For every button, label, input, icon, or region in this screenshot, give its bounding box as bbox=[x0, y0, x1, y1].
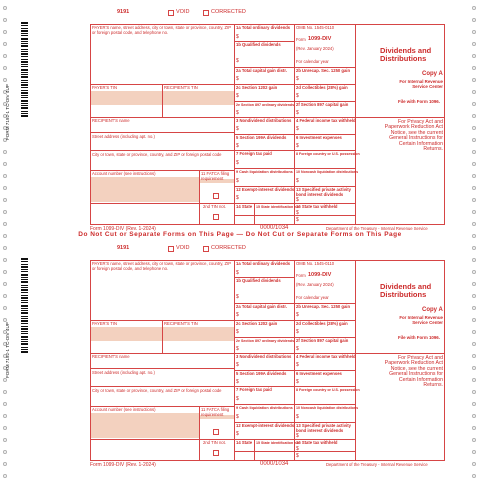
recipient-tin-label: RECIPIENT'S TIN bbox=[164, 85, 198, 90]
box-1a-dollar: $ bbox=[236, 270, 239, 276]
footer-form: Form 1099-DIV (Rev. 1-2024) bbox=[90, 462, 156, 468]
box-6-label: 6 Investment expenses bbox=[296, 371, 342, 376]
box-7-label: 7 Foreign tax paid bbox=[236, 151, 272, 156]
box-9-label: 9 Cash liquidation distributions bbox=[236, 170, 293, 174]
footer-department: Department of the Treasury - Internal Revenue Service bbox=[326, 462, 428, 467]
box-16-dollar-a: $ bbox=[296, 210, 299, 216]
box-5-dollar: $ bbox=[236, 379, 239, 385]
box-16-label: 16 State tax withheld bbox=[296, 204, 338, 209]
street-label: Street address (including apt. no.) bbox=[92, 134, 155, 139]
footer-catalog: 0000/1034 bbox=[260, 461, 289, 467]
box-2b-dollar: $ bbox=[296, 76, 299, 82]
box-2a-label: 2a Total capital gain distr. bbox=[236, 68, 287, 73]
recipient-name-label: RECIPIENT'S name bbox=[92, 118, 130, 123]
account-shade bbox=[91, 177, 199, 202]
box-9-dollar: $ bbox=[236, 414, 239, 420]
2nd-tin-checkbox[interactable] bbox=[213, 450, 219, 456]
payer-tin-label: PAYER'S TIN bbox=[92, 321, 117, 326]
side-label-bottom: FORM 7192-1 TC-DIV 4UP bbox=[5, 322, 10, 378]
box-13-label: 13 Specified private activity bond interest dividends bbox=[296, 187, 351, 197]
box-7-dollar: $ bbox=[236, 160, 239, 166]
box-1a-label: 1a Total ordinary dividends bbox=[236, 261, 291, 266]
form-title: Dividends and Distributions bbox=[380, 46, 432, 63]
payer-tin-label: PAYER'S TIN bbox=[92, 85, 117, 90]
box-5-dollar: $ bbox=[236, 143, 239, 149]
box-2a-dollar: $ bbox=[236, 312, 239, 318]
box-16-dollar-b: $ bbox=[296, 217, 299, 223]
footer-department: Department of the Treasury - Internal Revenue Service bbox=[326, 226, 428, 231]
box-2a-dollar: $ bbox=[236, 76, 239, 82]
copy-label: Copy A bbox=[422, 307, 443, 313]
account-label: Account number (see instructions) bbox=[92, 171, 156, 176]
recipient-tin-label: RECIPIENT'S TIN bbox=[164, 321, 198, 326]
box-2d-label: 2d Collectibles (28%) gain bbox=[296, 321, 348, 326]
box-14-label: 14 State bbox=[236, 204, 253, 209]
box-12-label: 12 Exempt-interest dividends bbox=[236, 423, 295, 428]
box-3-dollar: $ bbox=[236, 362, 239, 368]
box-4-dollar: $ bbox=[296, 362, 299, 368]
box-4-label: 4 Federal income tax withheld bbox=[296, 118, 356, 123]
recipient-tin-shade bbox=[163, 327, 234, 341]
copy-for-label: For Internal Revenue Service Center bbox=[399, 79, 443, 89]
box-15-label: 15 State identification no. bbox=[256, 205, 300, 209]
payer-block-label: PAYER'S name, street address, city or town, state or province, country, ZIP or foreign postal code, and telephone no. bbox=[92, 261, 231, 271]
box-2b-dollar: $ bbox=[296, 312, 299, 318]
privacy-notice: For Privacy Act and Paperwork Reduction Act Notice, see the current General Instructions for Certain Information Returns. bbox=[384, 119, 443, 153]
box-16-dollar-b: $ bbox=[296, 453, 299, 459]
payer-tin-shade bbox=[91, 327, 162, 341]
form-rev: (Rev. January 2024) bbox=[296, 282, 334, 287]
box-9-dollar: $ bbox=[236, 178, 239, 184]
2nd-tin-checkbox[interactable] bbox=[213, 214, 219, 220]
box-3-label: 3 Nondividend distributions bbox=[236, 354, 292, 359]
corrected-checkbox[interactable] bbox=[203, 10, 209, 16]
void-label: VOID bbox=[176, 245, 190, 251]
box-6-dollar: $ bbox=[296, 379, 299, 385]
recipient-tin-shade bbox=[163, 91, 234, 105]
box-4-label: 4 Federal income tax withheld bbox=[296, 354, 356, 359]
omb-label: OMB No. 1545-0110 bbox=[296, 261, 335, 266]
box-10-dollar: $ bbox=[296, 178, 299, 184]
privacy-notice: For Privacy Act and Paperwork Reduction Act Notice, see the current General Instructions for Certain Information Returns. bbox=[384, 355, 443, 389]
fatca-label: 11 FATCA filing requirement bbox=[201, 171, 230, 181]
copy-for-label: For Internal Revenue Service Center bbox=[399, 315, 443, 325]
copy-label: Copy A bbox=[422, 71, 443, 77]
city-label: City or town, state or province, country, and ZIP or foreign postal code bbox=[92, 152, 222, 157]
form-prefix: Form bbox=[296, 37, 306, 42]
box-4-dollar: $ bbox=[296, 126, 299, 132]
payer-block-label: PAYER'S name, street address, city or town, state or province, country, ZIP or foreign postal code, and telephone no. bbox=[92, 25, 231, 35]
2nd-tin-label: 2nd TIN not. bbox=[203, 204, 226, 209]
form-name: 1099-DIV bbox=[308, 36, 332, 42]
form-code: 9191 bbox=[117, 9, 130, 15]
box-5-label: 5 Section 199A dividends bbox=[236, 135, 287, 140]
box-2e-label: 2e Section 897 ordinary dividends bbox=[236, 339, 295, 343]
calendar-year-label: For calendar year bbox=[296, 59, 329, 64]
box-1b-label: 1b Qualified dividends bbox=[236, 42, 281, 47]
fatca-checkbox[interactable] bbox=[213, 193, 219, 199]
box-2f-dollar: $ bbox=[296, 346, 299, 352]
payer-tin-shade bbox=[91, 91, 162, 105]
box-16-label: 16 State tax withheld bbox=[296, 440, 338, 445]
corrected-label: CORRECTED bbox=[211, 245, 246, 251]
box-2c-dollar: $ bbox=[236, 93, 239, 99]
box-2c-label: 2c Section 1202 gain bbox=[236, 85, 278, 90]
recipient-name-label: RECIPIENT'S name bbox=[92, 354, 130, 359]
box-2e-label: 2e Section 897 ordinary dividends bbox=[236, 103, 295, 107]
footer-form: Form 1099-DIV (Rev. 1-2024) bbox=[90, 226, 156, 232]
box-9-label: 9 Cash liquidation distributions bbox=[236, 406, 293, 410]
omb-label: OMB No. 1545-0110 bbox=[296, 25, 335, 30]
box-2b-label: 2b Unrecap. Sec. 1250 gain bbox=[296, 68, 350, 73]
street-label: Street address (including apt. no.) bbox=[92, 370, 155, 375]
box-2f-label: 2f Section 897 capital gain bbox=[296, 102, 349, 107]
box-13-dollar: $ bbox=[296, 433, 299, 439]
form-code: 9191 bbox=[117, 245, 130, 251]
box-3-label: 3 Nondividend distributions bbox=[236, 118, 292, 123]
box-2e-dollar: $ bbox=[236, 110, 239, 116]
void-label: VOID bbox=[176, 9, 190, 15]
box-12-dollar: $ bbox=[236, 431, 239, 437]
footer-catalog: 0000/1034 bbox=[260, 225, 289, 231]
file-with-label: File with Form 1096. bbox=[398, 335, 440, 340]
box-2d-dollar: $ bbox=[296, 93, 299, 99]
city-label: City or town, state or province, country, and ZIP or foreign postal code bbox=[92, 388, 222, 393]
box-2d-dollar: $ bbox=[296, 329, 299, 335]
form-copy-bottom bbox=[0, 236, 480, 476]
void-checkbox[interactable] bbox=[168, 246, 174, 252]
box-5-label: 5 Section 199A dividends bbox=[236, 371, 287, 376]
box-10-label: 10 Noncash liquidation distributions bbox=[296, 170, 359, 174]
box-16-dollar-a: $ bbox=[296, 446, 299, 452]
corrected-label: CORRECTED bbox=[211, 9, 246, 15]
corrected-checkbox[interactable] bbox=[203, 246, 209, 252]
form-name: 1099-DIV bbox=[308, 272, 332, 278]
box-2f-label: 2f Section 897 capital gain bbox=[296, 338, 349, 343]
form-prefix: Form bbox=[296, 273, 306, 278]
box-8-label: 8 Foreign country or U.S. possession bbox=[296, 152, 360, 156]
side-label-top: FORM 7192-1 TC-DIV 4UP bbox=[5, 84, 10, 140]
box-6-dollar: $ bbox=[296, 143, 299, 149]
box-8-label: 8 Foreign country or U.S. possession bbox=[296, 388, 360, 392]
file-with-label: File with Form 1096. bbox=[398, 99, 440, 104]
box-2d-label: 2d Collectibles (28%) gain bbox=[296, 85, 348, 90]
box-10-dollar: $ bbox=[296, 414, 299, 420]
box-12-dollar: $ bbox=[236, 195, 239, 201]
box-2b-label: 2b Unrecap. Sec. 1250 gain bbox=[296, 304, 350, 309]
account-shade bbox=[91, 413, 199, 438]
form-title: Dividends and Distributions bbox=[380, 282, 432, 299]
void-checkbox[interactable] bbox=[168, 10, 174, 16]
box-2c-label: 2c Section 1202 gain bbox=[236, 321, 278, 326]
box-10-label: 10 Noncash liquidation distributions bbox=[296, 406, 359, 410]
box-13-dollar: $ bbox=[296, 197, 299, 203]
box-7-dollar: $ bbox=[236, 396, 239, 402]
box-2a-label: 2a Total capital gain distr. bbox=[236, 304, 287, 309]
box-13-label: 13 Specified private activity bond interest dividends bbox=[296, 423, 351, 433]
box-2c-dollar: $ bbox=[236, 329, 239, 335]
box-2f-dollar: $ bbox=[296, 110, 299, 116]
2nd-tin-label: 2nd TIN not. bbox=[203, 440, 226, 445]
box-12-label: 12 Exempt-interest dividends bbox=[236, 187, 295, 192]
box-1b-dollar: $ bbox=[236, 294, 239, 300]
fatca-checkbox[interactable] bbox=[213, 429, 219, 435]
box-6-label: 6 Investment expenses bbox=[296, 135, 342, 140]
box-3-dollar: $ bbox=[236, 126, 239, 132]
box-1a-label: 1a Total ordinary dividends bbox=[236, 25, 291, 30]
box-2e-dollar: $ bbox=[236, 346, 239, 352]
account-label: Account number (see instructions) bbox=[92, 407, 156, 412]
form-rev: (Rev. January 2024) bbox=[296, 46, 334, 51]
box-15-label: 15 State identification no. bbox=[256, 441, 300, 445]
cut-notice: Do Not Cut or Separate Forms on This Page — Do Not Cut or Separate Forms on This Page bbox=[78, 231, 402, 238]
box-1b-dollar: $ bbox=[236, 58, 239, 64]
calendar-year-label: For calendar year bbox=[296, 295, 329, 300]
box-7-label: 7 Foreign tax paid bbox=[236, 387, 272, 392]
box-1b-label: 1b Qualified dividends bbox=[236, 278, 281, 283]
box-14-label: 14 State bbox=[236, 440, 253, 445]
fatca-label: 11 FATCA filing requirement bbox=[201, 407, 230, 417]
box-1a-dollar: $ bbox=[236, 34, 239, 40]
